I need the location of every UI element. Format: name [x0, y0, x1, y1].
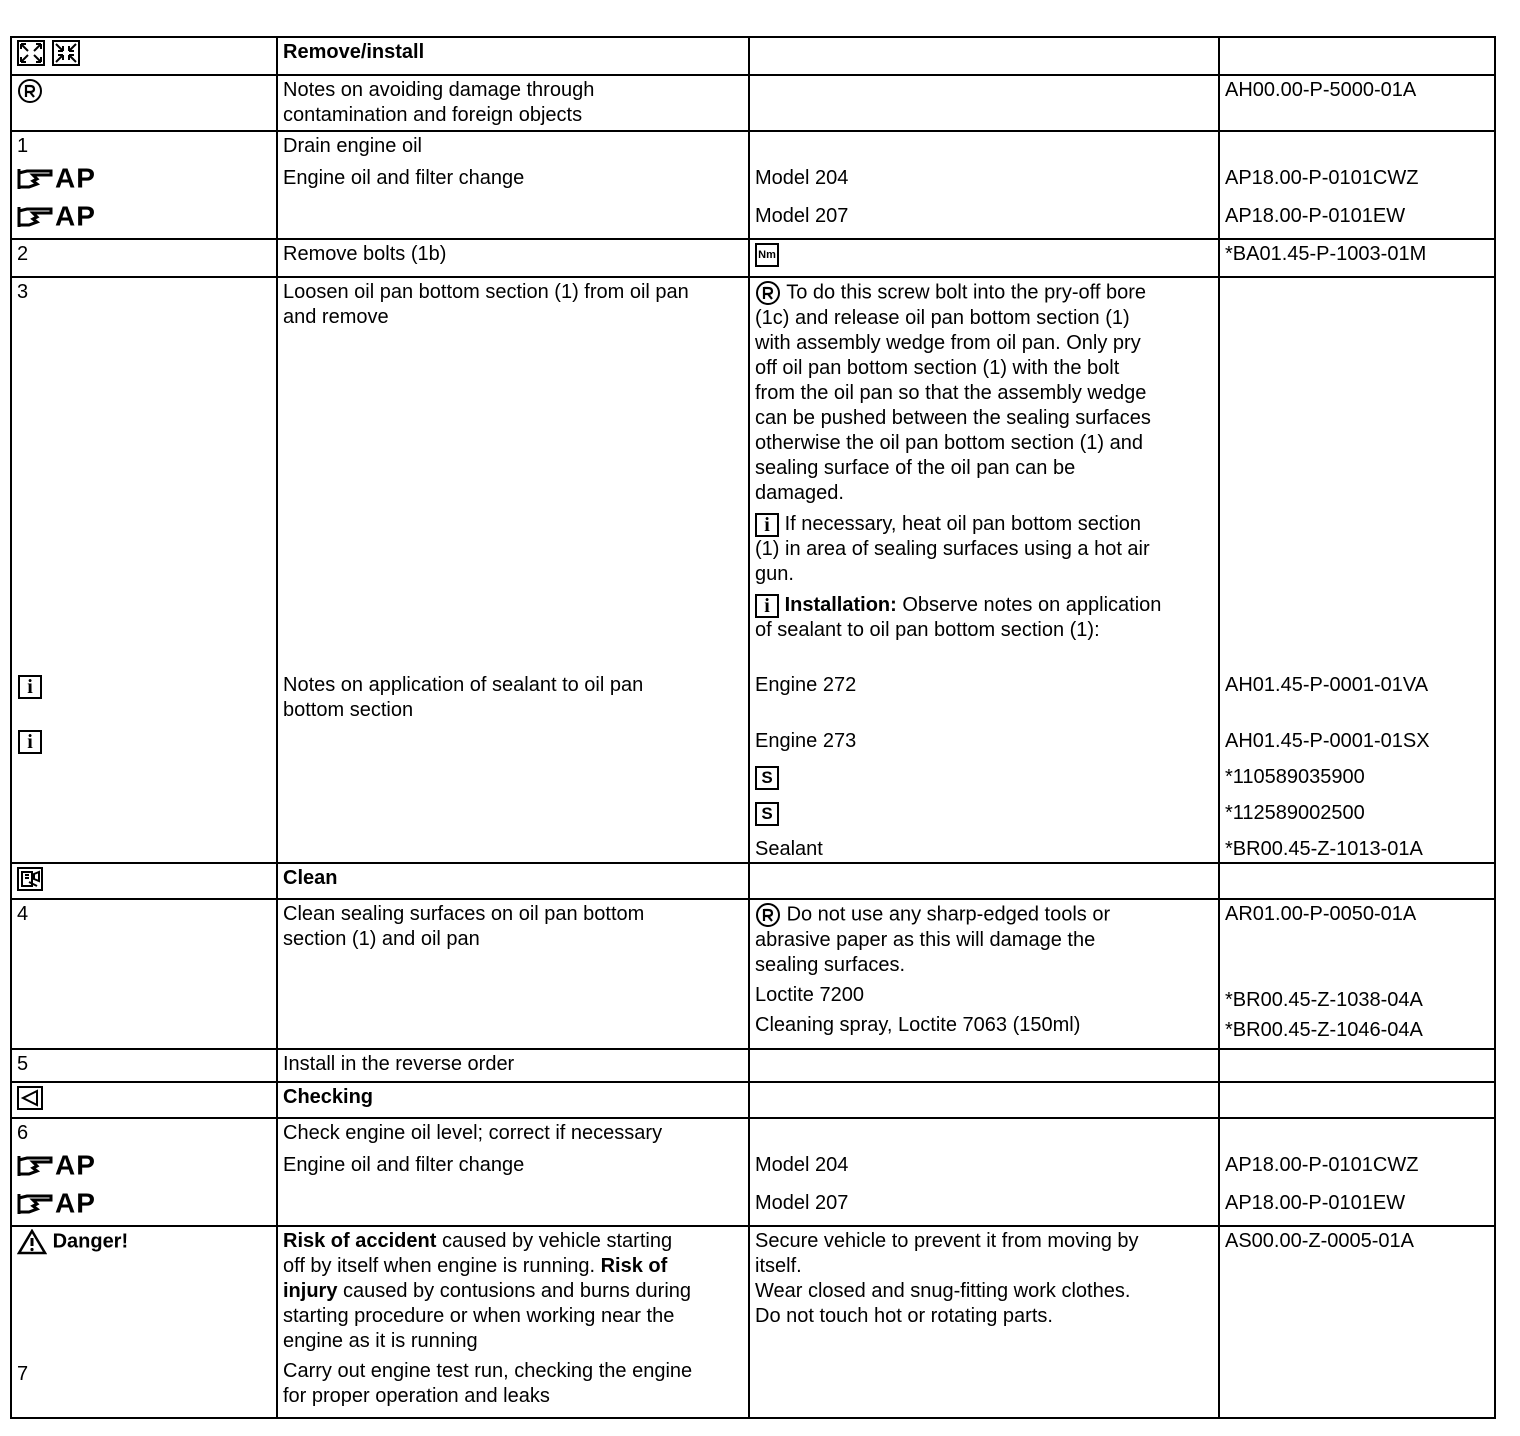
- reference-link[interactable]: AH01.45-P-0001-01SX: [1225, 730, 1430, 752]
- section-heading: Clean: [283, 867, 338, 889]
- sealant-notes-text: Notes on application of sealant to oil pan: [283, 674, 644, 696]
- step-row-3: [11, 277, 1495, 863]
- risk-text: Risk of accident caused by vehicle starting: [283, 1230, 673, 1252]
- section-row-clean: [11, 863, 1495, 899]
- reference-link[interactable]: AR01.00-P-0050-01A: [1225, 903, 1417, 925]
- caution-hand-icon: [755, 902, 781, 928]
- reference-link[interactable]: AP18.00-P-0101EW: [1225, 205, 1406, 227]
- caution-note: Do not use any sharp-edged tools or abrasive paper as this will damage the sealing surfaces.: [755, 903, 1111, 976]
- risk-text: off by itself when engine is running. Risk of: [283, 1255, 668, 1277]
- tool-number[interactable]: *112589002500: [1225, 802, 1365, 824]
- sealant-label: Sealant: [755, 838, 823, 860]
- reference-link[interactable]: *BR00.45-Z-1013-01A: [1225, 838, 1423, 860]
- engine-label: Engine 273: [755, 730, 857, 752]
- material-label: Loctite 7200: [755, 984, 864, 1006]
- reference-link[interactable]: AP18.00-P-0101CWZ: [1225, 167, 1419, 189]
- step-text: Carry out engine test run, checking the engine: [283, 1360, 693, 1382]
- ap-label: AP: [55, 200, 96, 232]
- special-tool-icon: S: [755, 766, 779, 790]
- risk-text: injury caused by contusions and burns during: [283, 1280, 692, 1302]
- step-sub: Engine oil and filter change: [283, 1154, 525, 1176]
- step-sub: Engine oil and filter change: [283, 167, 525, 189]
- measure-text: Do not touch hot or rotating parts.: [755, 1305, 1053, 1327]
- step-text: Clean sealing surfaces on oil pan bottom: [283, 903, 645, 925]
- torque-icon: Nm: [755, 243, 779, 267]
- model-label: Model 204: [755, 1154, 849, 1176]
- reference-link[interactable]: AP18.00-P-0101CWZ: [1225, 1154, 1419, 1176]
- step-text: Remove bolts (1b): [283, 243, 447, 265]
- model-label: Model 204: [755, 167, 849, 189]
- step-text: Loosen oil pan bottom section (1) from oil pan: [283, 281, 689, 303]
- procedure-table: [10, 36, 1496, 1419]
- reference-link[interactable]: *BR00.45-Z-1046-04A: [1225, 1019, 1423, 1041]
- ap-reference[interactable]: [17, 1184, 271, 1222]
- tool-number[interactable]: *110589035900: [1225, 766, 1365, 788]
- step-number: 5: [17, 1053, 29, 1075]
- step-row-5: [11, 1049, 1495, 1082]
- ap-reference[interactable]: [17, 1146, 271, 1184]
- risk-text: starting procedure or when working near the: [283, 1305, 675, 1327]
- step-row-1: [11, 131, 1495, 239]
- sealant-notes-text: bottom section: [283, 699, 414, 721]
- remove-install-icon: [17, 40, 81, 66]
- danger-label: Danger!: [52, 1230, 129, 1253]
- step-text: section (1) and oil pan: [283, 928, 480, 950]
- step-title: Drain engine oil: [283, 135, 422, 157]
- info-icon: i: [18, 730, 42, 754]
- info-icon: i: [755, 594, 779, 618]
- step-text: and remove: [283, 306, 389, 328]
- info-note: i Installation: Observe notes on application of sealant to oil pan bottom section (1):: [755, 594, 1162, 641]
- pointing-hand-icon: [17, 167, 55, 191]
- caution-hand-icon: [755, 280, 781, 306]
- step-title: Check engine oil level; correct if necessary: [283, 1122, 663, 1144]
- step-row-6: [11, 1118, 1495, 1226]
- step-number: 4: [17, 903, 29, 925]
- checking-icon: [17, 1086, 43, 1110]
- notes-text: contamination and foreign objects: [283, 104, 583, 126]
- step-text: for proper operation and leaks: [283, 1385, 550, 1407]
- step-number: 6: [17, 1122, 29, 1144]
- reference-link[interactable]: *BR00.45-Z-1038-04A: [1225, 989, 1423, 1011]
- material-label: Cleaning spray, Loctite 7063 (150ml): [755, 1014, 1081, 1036]
- ap-label: AP: [55, 162, 96, 194]
- section-row-remove-install: [11, 37, 1495, 75]
- reference-link[interactable]: AP18.00-P-0101EW: [1225, 1192, 1406, 1214]
- info-icon: i: [18, 675, 42, 699]
- info-note: i If necessary, heat oil pan bottom section (1) in area of sealing surfaces using a hot air gun.: [755, 513, 1150, 585]
- risk-text: engine as it is running: [283, 1330, 478, 1352]
- ap-reference[interactable]: [17, 197, 271, 235]
- reference-link[interactable]: AH00.00-P-5000-01A: [1225, 79, 1417, 101]
- step-number: 2: [17, 243, 29, 265]
- model-label: Model 207: [755, 205, 849, 227]
- engine-label: Engine 272: [755, 674, 857, 696]
- warning-triangle-icon: [17, 1229, 47, 1255]
- ap-reference[interactable]: [17, 159, 271, 197]
- section-row-checking: [11, 1082, 1495, 1118]
- measure-text: Secure vehicle to prevent it from moving by: [755, 1230, 1139, 1252]
- pointing-hand-icon: [17, 205, 55, 229]
- danger-row: [11, 1226, 1495, 1418]
- step-number: 1: [17, 135, 29, 157]
- step-row-4: [11, 899, 1495, 1049]
- reference-link[interactable]: *BA01.45-P-1003-01M: [1225, 243, 1427, 265]
- reference-link[interactable]: AH01.45-P-0001-01VA: [1225, 674, 1429, 696]
- caution-note: To do this screw bolt into the pry-off bore (1c) and release oil pan bottom section (1) with assembly wedge from oil pan. Only pry off oil pan bottom section (1) with the bolt from the oil pan so that the assembly wedge can be pushed between the sealing surfaces otherwise the oil pan bottom section (1) and sealing surface of the oil pan can be damaged.: [755, 281, 1151, 504]
- notes-text: Notes on avoiding damage through: [283, 79, 595, 101]
- pointing-hand-icon: [17, 1154, 55, 1178]
- pointing-hand-icon: [17, 1192, 55, 1216]
- caution-hand-icon: [17, 78, 43, 104]
- step-text: Install in the reverse order: [283, 1053, 515, 1075]
- clean-icon: [17, 867, 43, 891]
- reference-link[interactable]: AS00.00-Z-0005-01A: [1225, 1230, 1415, 1252]
- measure-text: Wear closed and snug-fitting work clothes.: [755, 1280, 1131, 1302]
- step-row-2: [11, 239, 1495, 277]
- info-icon: i: [755, 513, 779, 537]
- notes-row: [11, 75, 1495, 131]
- measure-text: itself.: [755, 1255, 802, 1277]
- section-heading: Remove/install: [283, 41, 425, 63]
- step-number: 7: [17, 1363, 29, 1385]
- section-heading: Checking: [283, 1086, 374, 1108]
- special-tool-icon: S: [755, 802, 779, 826]
- model-label: Model 207: [755, 1192, 849, 1214]
- ap-label: AP: [55, 1187, 96, 1219]
- step-number: 3: [17, 281, 29, 303]
- ap-label: AP: [55, 1149, 96, 1181]
